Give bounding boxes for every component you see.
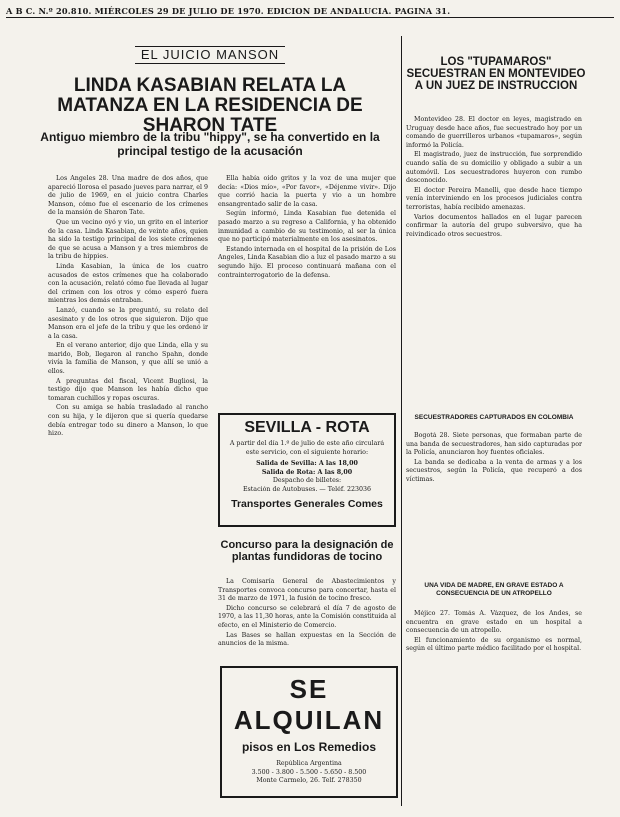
paragraph: A preguntas del fiscal, Vicent Bugliosi, la testigo dijo que Manson les había dicho que tomaran cuchillos y ropas oscuras. xyxy=(48,377,208,402)
right-body xyxy=(406,116,582,356)
ad1-text: A partir del día 1.º de julio de este año circulará este servicio, con el siguiente horario: xyxy=(229,440,385,456)
running-head: A B C. N.º 20.810. MIÉRCOLES 29 DE JULIO DE 1970. EDICION DE ANDALUCIA. PAGINA 31. xyxy=(6,6,451,16)
ad2-title: SE ALQUILAN xyxy=(233,674,385,735)
ad2-l2: 3.500 - 3.800 - 5.500 - 5.650 - 8.500 xyxy=(251,768,367,776)
main-headline: LINDA KASABIAN RELATA LA MATANZA EN LA RESIDENCIA DE SHARON TATE xyxy=(57,75,363,136)
paragraph: Estando internada en el hospital de la prisión de Los Angeles, Linda Kasabian dio a luz el pasado marzo a su segundo hijo. El proceso continuará mañana con el contrainterrogatorio de la defensa. xyxy=(218,245,396,279)
right-section-1: SECUESTRADORES CAPTURADOS EN COLOMBIA xyxy=(414,414,574,421)
paragraph: Linda Kasabian, la única de los cuatro acusados de estos crímenes que ha colaborado con la acusación, relató cómo fue llevada al lugar del crimen con los otros y cómo esperó fuera mientras los demás entraban. xyxy=(48,262,208,305)
paragraph: Las Bases se hallan expuestas en la Sección de anuncios de la misma. xyxy=(218,631,396,648)
right-section-2: UNA VIDA DE MADRE, EN GRAVE ESTADO A CONSECUENCIA DE UN ATROPELLO xyxy=(424,582,564,597)
paragraph: Dicho concurso se celebrará el día 7 de agosto de 1970, a las 11,30 horas, ante la Comisión constituida al efecto, en el Ministerio de Comercio. xyxy=(218,604,396,629)
head-rule xyxy=(6,17,614,18)
paragraph: Bogotá 28. Siete personas, que formaban parte de una banda de secuestradores, han sido capturadas por la Policía, anunciaron hoy fuentes oficiales. xyxy=(406,432,582,457)
paragraph: Varios documentos hallados en el lugar parecen confirmar la autoría del grupo subversivo, que ha reivindicado otros secuestros. xyxy=(406,213,582,238)
paragraph: La banda se dedicaba a la venta de armas y a los secuestros, según la Policía, que recuperó a dos víctimas. xyxy=(406,458,582,483)
col2-body xyxy=(218,175,396,410)
right-body-2 xyxy=(406,432,582,562)
right-body-3 xyxy=(406,610,582,805)
col1-body xyxy=(48,175,208,805)
paragraph: El funcionamiento de su organismo es normal, según el último parte médico facilitado por el hospital. xyxy=(406,636,582,653)
ad2-l1: República Argentina xyxy=(276,760,342,767)
ad1-line2: Salida de Rota: A las 8,00 xyxy=(261,468,353,476)
column-rule xyxy=(401,36,402,806)
paragraph: Con su amiga se había trasladado al rancho con su hija, y le dijeron que si quería quedarse debía entregar todo su dinero a Manson, lo que hizo. xyxy=(48,404,208,438)
paragraph: Ella había oído gritos y la voz de una mujer que decía: «Dios mío», «Por favor», «Déjenme vivir». Dijo que corrió hacia la puerta y vio a un hombre ensangrentado salir de la casa. xyxy=(218,175,396,208)
ad1-title: SEVILLA - ROTA xyxy=(244,419,370,436)
paragraph: El doctor Pereira Manelli, que desde hace tiempo venía interviniendo en los procesos judiciales contra terroristas, había recibido amenazas. xyxy=(406,186,582,211)
paragraph: En el verano anterior, dijo que Linda, ella y su marido, Bob, llegaron al rancho Spahn, donde vivía la familia de Manson, y que allí se unió a ellos. xyxy=(48,342,208,376)
paragraph: Méjico 27. Tomás A. Vázquez, de los Andes, se encuentra en grave estado en un hospital a consecuencia de un atropello. xyxy=(406,610,582,635)
ad-sevilla-rota xyxy=(218,413,396,527)
second-headline: Concurso para la designación de plantas fundidoras de tocino xyxy=(220,539,394,563)
paragraph: Según informó, Linda Kasabian fue detenida el pasado marzo a su regreso a California, y ha obtenido inmunidad a cambio de su testimonio, al ser la única que no participó materialmente en los asesinatos. xyxy=(218,210,396,244)
ad1-company: Transportes Generales Comes xyxy=(231,497,383,510)
paragraph: Los Angeles 28. Una madre de dos años, que apareció llorosa el pasado jueves para narrar, el 9 de julio de 1969, en el juicio contra Charles Manson, cómo fue el escenario de los crímenes de la mansión de Sharon Tate. xyxy=(48,175,208,217)
ad1-line4: Estación de Autobuses. — Teléf. 223036 xyxy=(242,485,372,493)
ad-se-alquilan xyxy=(220,666,398,798)
ad1-line3: Despacho de billetes: xyxy=(272,477,342,485)
paragraph: Montevideo 28. El doctor en leyes, magistrado en Uruguay desde hace años, fue secuestrado hoy por un comando de guerrilleros urbanos «tupamaros», según informó la Policía. xyxy=(406,116,582,149)
col2b-body xyxy=(218,578,396,658)
paragraph: El magistrado, juez de instrucción, fue sorprendido cuando salía de su domicilio y obligado a subir a un automóvil. Los secuestradores huyeron con rumbo desconocido. xyxy=(406,151,582,185)
ad1-line1: Salida de Sevilla: A las 18,00 xyxy=(256,460,358,468)
paragraph: Lanzó, cuando se la preguntó, su relato del asesinato y de los otros que siguieron. Dijo que Manson era el jefe de la tribu y que les ordenó ir a la casa. xyxy=(48,306,208,340)
paragraph: La Comisaría General de Abastecimientos y Transportes convoca concurso para concertar, hasta el 31 de marzo de 1971, la fusión de tocino fresco. xyxy=(218,578,396,603)
right-headline: LOS "TUPAMAROS" SECUESTRAN EN MONTEVIDEO A UN JUEZ DE INSTRUCCION xyxy=(406,56,586,93)
section-label: EL JUICIO MANSON xyxy=(135,46,285,64)
ad2-sub: pisos en Los Remedios xyxy=(241,740,377,754)
paragraph: Que un vecino oyó y vio, un grito en el interior de la casa. Linda Kasabian, de veinte años, quien ha sido la testigo principal de los siete crímenes de que se acusa a Manson y a tres miembros de la tribu de hippies. xyxy=(48,218,208,261)
ad2-l3: Monte Carmelo, 26. Telf. 278350 xyxy=(256,777,362,785)
main-subheadline: Antiguo miembro de la tribu "hippy", se ha convertido en la principal testigo de la acusación xyxy=(40,130,380,159)
